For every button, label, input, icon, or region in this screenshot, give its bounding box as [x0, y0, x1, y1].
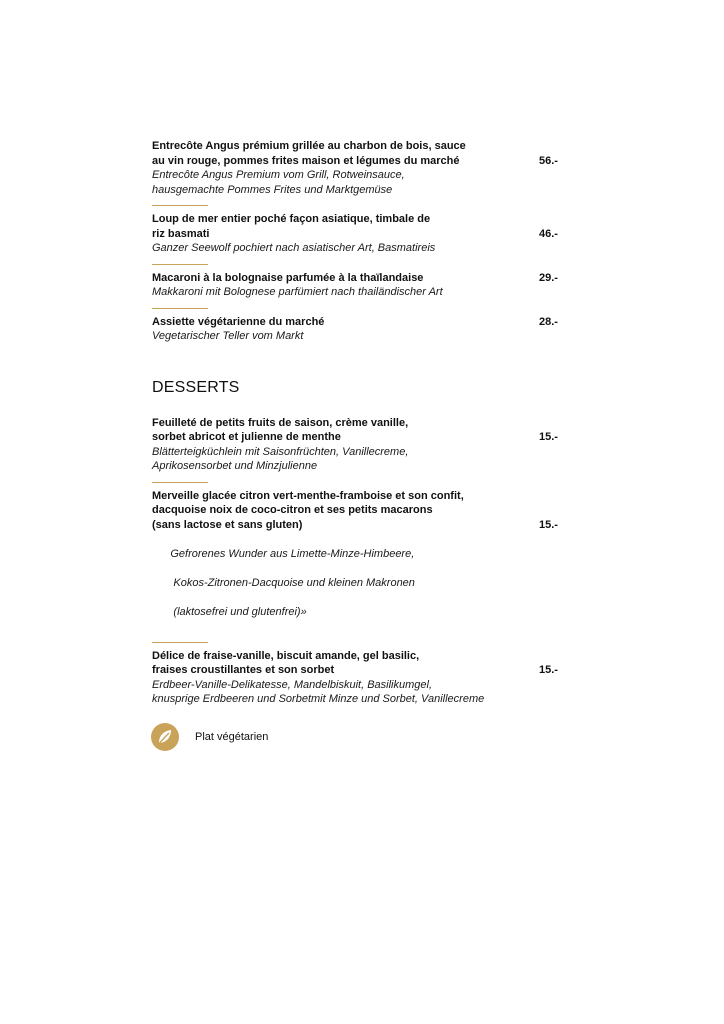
- item-price: 29.-: [539, 271, 558, 284]
- legend-label: Plat végétarien: [195, 731, 269, 743]
- de-line: Aprikosensorbet und Minzjulienne: [152, 460, 318, 472]
- menu-item-assiette-vegetarienne: [152, 315, 572, 344]
- item-name-fr: [152, 416, 524, 445]
- item-name-de: [152, 532, 532, 634]
- item-name-de: [152, 168, 532, 197]
- item-price: 15.-: [539, 431, 558, 443]
- de-line: Ganzer Seewolf pochiert nach asiatischer Art, Basmatireis: [152, 242, 436, 254]
- item-name-fr: [152, 212, 524, 241]
- menu-page: [152, 139, 572, 707]
- item-name-fr: [152, 139, 524, 168]
- fr-line: Feuilleté de petits fruits de saison, crème vanille,: [152, 416, 409, 429]
- item-price: 15.-: [539, 518, 558, 531]
- fr-line: Délice de fraise-vanille, biscuit amande, gel basilic,: [152, 649, 420, 662]
- de-line: Gefrorenes Wunder aus Limette-Minze-Himbeere,: [170, 547, 415, 560]
- item-name-fr: [152, 489, 538, 533]
- de-line: (laktosefrei und glutenfrei)»: [170, 605, 307, 618]
- menu-item-entrecote: [152, 139, 572, 197]
- gold-divider: [152, 264, 208, 265]
- fr-line: Merveille glacée citron vert-menthe-framboise et son confit,: [152, 489, 464, 502]
- de-line: Vegetarischer Teller vom Markt: [152, 330, 304, 342]
- item-name-de: [152, 285, 532, 300]
- item-price: 15.-: [539, 664, 558, 676]
- fr-line: Assiette végétarienne du marché: [152, 315, 325, 328]
- fr-line: (sans lactose et sans gluten): [152, 518, 303, 531]
- item-price: 46.-: [539, 227, 558, 240]
- de-line: Entrecôte Angus Premium vom Grill, Rotweinsauce,: [152, 169, 405, 181]
- leaf-icon: [151, 723, 179, 751]
- menu-item-macaroni: [152, 271, 572, 300]
- fr-line: au vin rouge, pommes frites maison et légumes du marché: [152, 154, 460, 167]
- menu-item-loup-de-mer: [152, 212, 572, 256]
- fr-line: dacquoise noix de coco-citron et ses petits macarons: [152, 504, 433, 516]
- item-name-fr: [152, 649, 524, 678]
- de-line: Kokos-Zitronen-Dacquoise und kleinen Makronen: [170, 576, 415, 589]
- section-title-desserts: DESSERTS: [152, 378, 240, 396]
- item-price: 56.-: [539, 154, 558, 167]
- fr-line: Macaroni à la bolognaise parfumée à la thaïlandaise: [152, 271, 424, 284]
- de-line: hausgemachte Pommes Frites und Marktgemüse: [152, 183, 393, 196]
- gold-divider: [152, 308, 208, 309]
- item-name-de: [152, 678, 572, 707]
- dessert-item-feuillete: [152, 416, 572, 474]
- item-name-fr: [152, 315, 524, 330]
- item-name-de: [152, 241, 532, 256]
- vegetarian-legend: [151, 723, 268, 751]
- item-name-fr: [152, 271, 524, 286]
- de-line: knusprige Erdbeeren und Sorbetmit Minze und Sorbet, Vanillecreme: [152, 693, 485, 705]
- fr-line: sorbet abricot et julienne de menthe: [152, 431, 341, 443]
- dessert-item-delice-fraise: [152, 649, 572, 707]
- fr-line: Entrecôte Angus prémium grillée au charbon de bois, sauce: [152, 140, 466, 152]
- de-line: Erdbeer-Vanille-Delikatesse, Mandelbiskuit, Basilikumgel,: [152, 678, 433, 691]
- dessert-item-merveille-glacee: [152, 489, 572, 634]
- item-price: 28.-: [539, 315, 558, 328]
- fr-line: fraises croustillantes et son sorbet: [152, 664, 335, 676]
- gold-divider: [152, 482, 208, 483]
- item-name-de: [152, 445, 532, 474]
- item-name-de: [152, 329, 532, 344]
- fr-line: riz basmati: [152, 227, 210, 240]
- fr-line: Loup de mer entier poché façon asiatique, timbale de: [152, 213, 431, 225]
- de-line: Blätterteigküchlein mit Saisonfrüchten, Vanillecreme,: [152, 445, 409, 458]
- gold-divider: [152, 642, 208, 643]
- de-line: Makkaroni mit Bolognese parfümiert nach thailändischer Art: [152, 286, 443, 298]
- gold-divider: [152, 205, 208, 206]
